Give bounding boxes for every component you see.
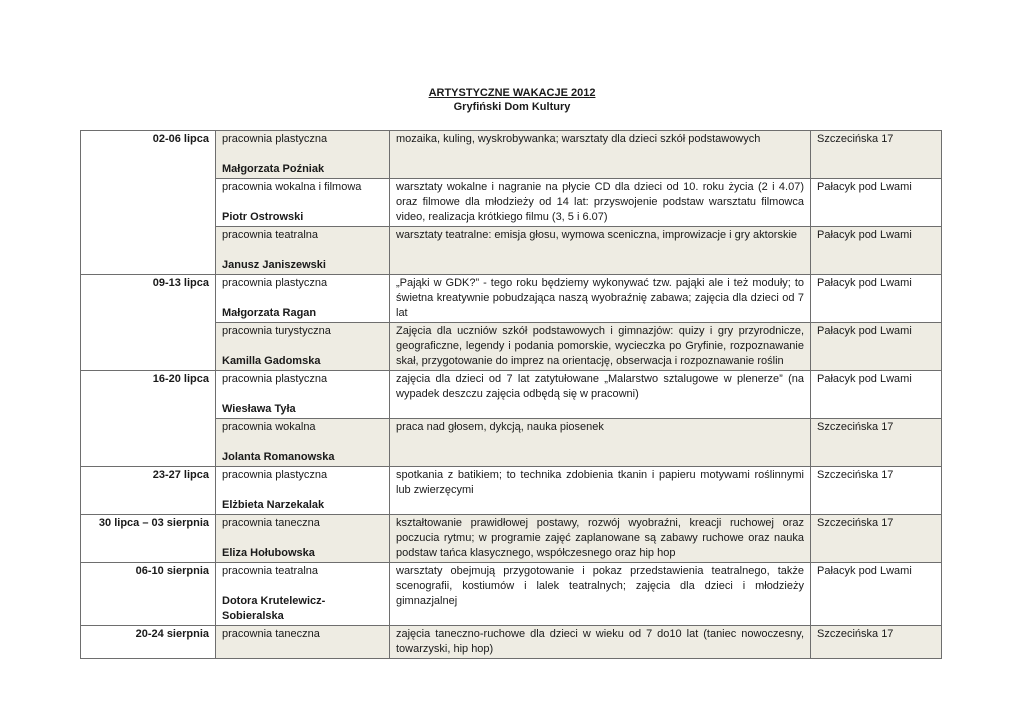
workshop-cell	[216, 371, 390, 419]
workshop-cell	[216, 275, 390, 323]
table-row	[81, 131, 942, 179]
date-cell: 23-27 lipca	[81, 467, 216, 515]
description-cell	[390, 323, 811, 371]
date-cell: 30 lipca – 03 sierpnia	[81, 515, 216, 563]
workshop-name: pracownia taneczna	[222, 517, 320, 529]
workshop-cell	[216, 467, 390, 515]
workshop-name: pracownia turystyczna	[222, 325, 331, 337]
date-cell	[81, 419, 216, 467]
table-row	[81, 515, 942, 563]
description-cell	[390, 371, 811, 419]
location-cell: Szczecińska 17	[811, 419, 942, 467]
schedule-table	[80, 130, 942, 659]
workshop-name: pracownia teatralna	[222, 229, 319, 241]
description-cell	[390, 626, 811, 659]
description-cell	[390, 131, 811, 179]
table-row	[81, 179, 942, 227]
workshop-name: pracownia wokalna	[222, 421, 316, 433]
workshop-cell	[216, 626, 390, 659]
workshop-name: pracownia teatralna	[222, 565, 319, 577]
description-cell	[390, 419, 811, 467]
leader-name: Kamilla Gadomska	[222, 355, 321, 367]
date-cell	[81, 227, 216, 275]
location-cell: Szczecińska 17	[811, 515, 942, 563]
table-row	[81, 275, 942, 323]
document-subtitle: Gryfiński Dom Kultury	[453, 101, 571, 113]
document-header	[0, 86, 1024, 114]
leader-name: Elżbieta Narzekalak	[222, 499, 325, 511]
description-text: warsztaty wokalne i nagranie na płycie CD dla dzieci od 10. roku życia (2 i 4.07) oraz filmowe dla młodzieży od 14 lat: przyswojenie podstaw warsztatu filmowca video, realizacja krótkiego filmu (3, 5 i 6.07)	[396, 181, 804, 223]
description-cell	[390, 179, 811, 227]
leader-name: Małgorzata Ragan	[222, 307, 317, 319]
table-row	[81, 563, 942, 626]
date-cell	[81, 179, 216, 227]
description-text: warsztaty teatralne: emisja głosu, wymowa sceniczna, improwizacje i gry aktorskie	[396, 229, 798, 241]
date-cell: 09-13 lipca	[81, 275, 216, 323]
leader-name: Janusz Janiszewski	[222, 259, 326, 271]
workshop-name: pracownia taneczna	[222, 628, 320, 640]
description-text: „Pająki w GDK?” - tego roku będziemy wykonywać tzw. pająki ale i też moduły; to świetna kreatywnie pobudzająca naszą wyobraźnię zabawa; zajęcia dla dzieci od 7 lat	[396, 277, 804, 319]
table-row	[81, 371, 942, 419]
description-text: praca nad głosem, dykcją, nauka piosenek	[396, 421, 604, 433]
workshop-cell	[216, 515, 390, 563]
description-cell	[390, 227, 811, 275]
table-row	[81, 467, 942, 515]
table-row	[81, 419, 942, 467]
table-row	[81, 626, 942, 659]
location-cell: Pałacyk pod Lwami	[811, 563, 942, 626]
leader-name: Jolanta Romanowska	[222, 451, 335, 463]
description-text: warsztaty obejmują przygotowanie i pokaz przedstawienia teatralnego, także scenografii, kostiumów i lalek teatralnych; zajęcia dla dzieci i młodzieży gimnazjalnej	[396, 565, 804, 607]
description-text: zajęcia taneczno-ruchowe dla dzieci w wieku od 7 do10 lat (taniec nowoczesny, towarzyski, hip hop)	[396, 628, 804, 655]
description-cell	[390, 563, 811, 626]
workshop-name: pracownia plastyczna	[222, 373, 328, 385]
workshop-name: pracownia wokalna i filmowa	[222, 181, 362, 193]
description-text: mozaika, kuling, wyskrobywanka; warsztaty dla dzieci szkół podstawowych	[396, 133, 761, 145]
description-cell	[390, 515, 811, 563]
location-cell: Pałacyk pod Lwami	[811, 227, 942, 275]
table-row	[81, 227, 942, 275]
date-cell: 20-24 sierpnia	[81, 626, 216, 659]
workshop-cell	[216, 179, 390, 227]
leader-name: Eliza Hołubowska	[222, 547, 315, 559]
date-cell: 06-10 sierpnia	[81, 563, 216, 626]
workshop-cell	[216, 227, 390, 275]
leader-name: Piotr Ostrowski	[222, 211, 304, 223]
workshop-name: pracownia plastyczna	[222, 469, 328, 481]
workshop-cell	[216, 419, 390, 467]
leader-name: Dotora Krutelewicz-Sobieralska	[222, 595, 326, 622]
leader-name: Wiesława Tyła	[222, 403, 296, 415]
date-cell: 16-20 lipca	[81, 371, 216, 419]
description-text: Zajęcia dla uczniów szkół podstawowych i gimnazjów: quizy i gry przyrodnicze, geograficzne, legendy i podania pomorskie, wycieczka po Gryfinie, rozpoznawanie skał, przygotowanie do imprez na orientację, obserwacja i rozpoznawanie roślin	[396, 325, 804, 367]
description-cell	[390, 275, 811, 323]
location-cell: Pałacyk pod Lwami	[811, 179, 942, 227]
location-cell: Szczecińska 17	[811, 467, 942, 515]
date-cell	[81, 323, 216, 371]
workshop-name: pracownia plastyczna	[222, 277, 328, 289]
description-cell	[390, 467, 811, 515]
document-title: ARTYSTYCZNE WAKACJE 2012	[428, 87, 596, 99]
description-text: spotkania z batikiem; to technika zdobienia tkanin i papieru motywami roślinnymi lub zwierzęcymi	[396, 469, 804, 496]
leader-name: Małgorzata Poźniak	[222, 163, 325, 175]
location-cell: Szczecińska 17	[811, 131, 942, 179]
location-cell: Szczecińska 17	[811, 626, 942, 659]
table-row	[81, 323, 942, 371]
workshop-cell	[216, 323, 390, 371]
date-cell: 02-06 lipca	[81, 131, 216, 179]
location-cell: Pałacyk pod Lwami	[811, 371, 942, 419]
description-text: kształtowanie prawidłowej postawy, rozwój wyobraźni, kreacji ruchowej oraz poczucia rytmu; w programie zajęć zaplanowane są zabawy ruchowe oraz nauka podstaw tańca klasycznego, współczesnego oraz hip hop	[396, 517, 804, 559]
location-cell: Pałacyk pod Lwami	[811, 275, 942, 323]
workshop-cell	[216, 563, 390, 626]
description-text: zajęcia dla dzieci od 7 lat zatytułowane „Malarstwo sztalugowe w plenerze” (na wypadek deszczu zajęcia odbędą się w pracowni)	[396, 373, 804, 400]
workshop-cell	[216, 131, 390, 179]
workshop-name: pracownia plastyczna	[222, 133, 328, 145]
location-cell: Pałacyk pod Lwami	[811, 323, 942, 371]
